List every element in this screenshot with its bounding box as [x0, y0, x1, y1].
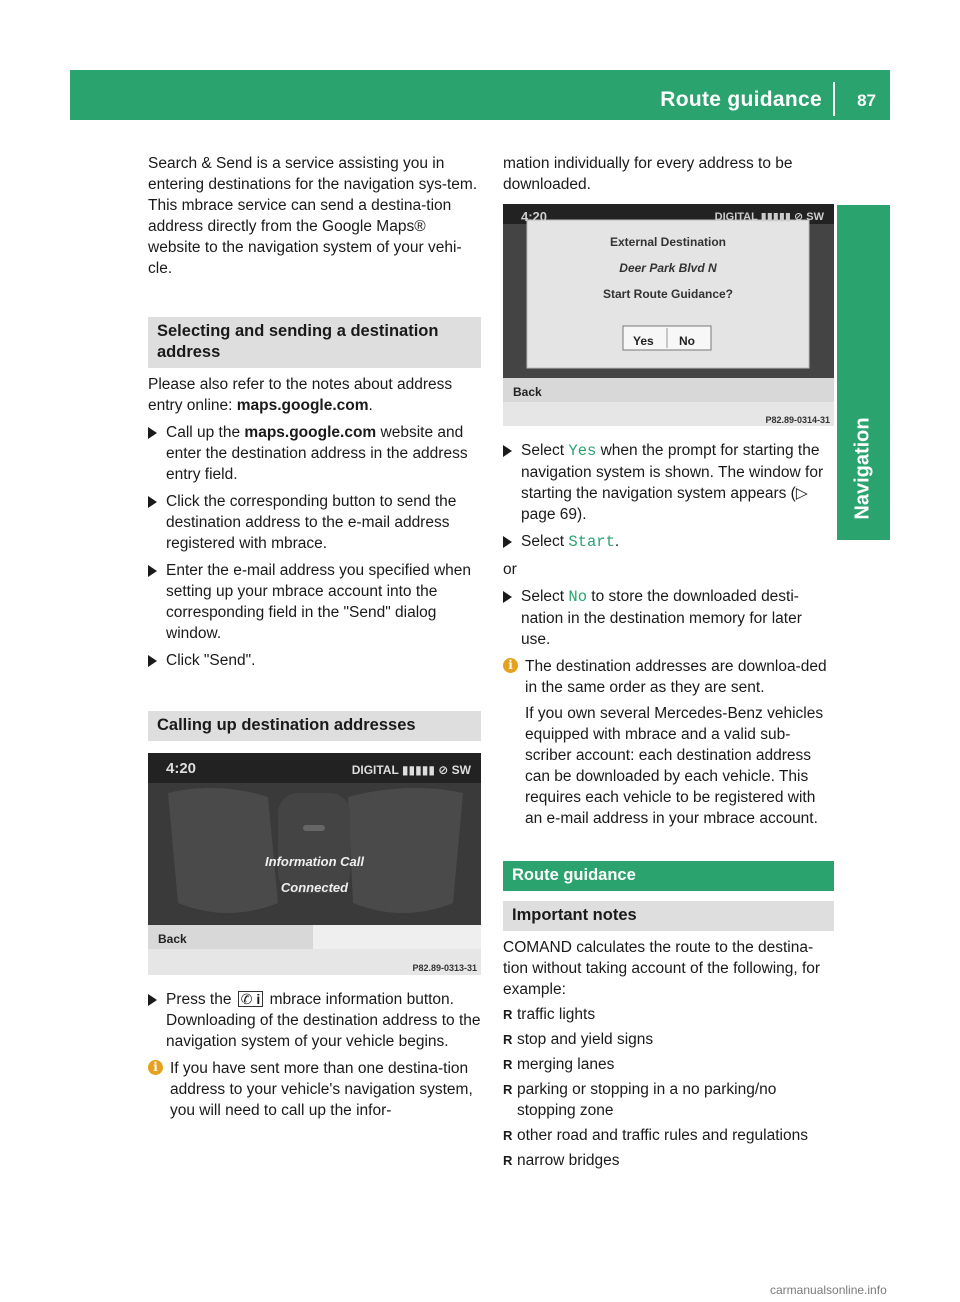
step-item: Select Start. [503, 531, 834, 553]
step-item: Click "Send". [148, 650, 481, 671]
step-item: Enter the e-mail address you specified when setting up your mbrace account into the corresponding field in the "Send" dialog window. [148, 560, 481, 644]
step-item: Call up the maps.google.com website and enter the destination address in the address entry field. [148, 422, 481, 485]
dialog-destination: Deer Park Blvd N [619, 261, 717, 275]
screen-code: P82.89-0314-31 [765, 415, 830, 425]
side-tab-label: Navigation [852, 417, 874, 520]
dialog-no-button: No [679, 334, 695, 348]
list-item: R traffic lights [503, 1006, 596, 1023]
screen-time: 4:20 [521, 209, 548, 224]
mbrace-info-icon: ✆ i [238, 991, 264, 1007]
screenshot-external-destination [503, 204, 834, 426]
highlight-start: Start [568, 533, 615, 551]
or-text: or [503, 561, 517, 578]
footer-site: carmanualsonline.info [770, 1283, 887, 1297]
dialog-title: External Destination [609, 235, 727, 249]
list-item: R other road and traffic rules and regulations [503, 1127, 808, 1144]
section-heading-important-notes: Important notes [503, 901, 834, 931]
info-icon: i [503, 658, 518, 673]
section-heading-selecting: Selecting and sending a destination address [148, 317, 481, 368]
right-column [503, 153, 834, 1171]
screen-time: 4:20 [166, 760, 197, 777]
list-item: R parking or stopping in a no parking/no stopping zone [503, 1081, 777, 1119]
list-item: R narrow bridges [503, 1152, 620, 1169]
side-tab-navigation [837, 205, 890, 540]
step-arrow-icon [148, 496, 157, 508]
dialog-yes-button: Yes [633, 334, 654, 348]
step-item: Press the ✆ i mbrace information button. Downloading of the destination address to the navigation system of your vehicle begins. [148, 989, 481, 1052]
list-item: R stop and yield signs [503, 1031, 654, 1048]
sec1-paragraph: Please also refer to the notes about address entry online: maps.google.com. [148, 376, 453, 414]
step-arrow-icon [148, 427, 157, 439]
step-arrow-icon [148, 655, 157, 667]
step-item: Select No to store the downloaded desti-nation in the destination memory for later use. [503, 586, 834, 650]
highlight-no: No [568, 588, 587, 606]
header-separator [833, 82, 835, 116]
screen-back-button: Back [513, 385, 542, 399]
step-item: Select Yes when the prompt for starting the navigation system is shown. The window for starting the navigation system appears (▷ page 69). [503, 440, 834, 525]
screen-status: DIGITAL ▮▮▮▮▮ ⊘ SW [351, 763, 471, 777]
step-arrow-icon [503, 536, 512, 548]
info-note: i If you have sent more than one destina-tion address to your vehicle's navigation system, you will need to call up the infor- [148, 1058, 481, 1121]
left-column [148, 153, 481, 1121]
step-arrow-icon [503, 591, 512, 603]
page-number: 87 [857, 91, 876, 110]
notes-paragraph: COMAND calculates the route to the destina-tion without taking account of the following, for example: [503, 939, 821, 998]
section-heading-calling-up: Calling up destination addresses [148, 711, 481, 741]
step-arrow-icon [148, 565, 157, 577]
step-item: Click the corresponding button to send the destination address to the e-mail address registered with mbrace. [148, 491, 481, 554]
step-arrow-icon [503, 445, 512, 457]
dialog-question: Start Route Guidance? [602, 287, 733, 301]
highlight-yes: Yes [568, 442, 597, 460]
screen-code: P82.89-0313-31 [412, 963, 477, 973]
continued-paragraph: mation individually for every address to be downloaded. [503, 155, 793, 193]
info-icon: i [148, 1060, 163, 1075]
screenshot-information-call [148, 753, 481, 975]
screen-line1: Information Call [265, 854, 364, 869]
screen-line2: Connected [280, 880, 349, 895]
screen-back-button: Back [158, 932, 187, 946]
header-bar [70, 70, 890, 120]
intro-paragraph: Search & Send is a service assisting you in entering destinations for the navigation sys-tem. This mbrace service can send a destina-tion address directly from the Google Maps® website to the navigation system of your vehi-cle. [148, 155, 478, 277]
list-item: R merging lanes [503, 1056, 615, 1073]
header-title: Route guidance [660, 88, 822, 111]
step-arrow-icon [148, 994, 157, 1006]
screen-status: DIGITAL ▮▮▮▮▮ ⊘ SW [714, 211, 824, 223]
info-note: i The destination addresses are downloa-ded in the same order as they are sent. If you own several Mercedes-Benz vehicles equipped with mbrace and a valid sub-scriber account: each destination address can be downloaded by each vehicle. This requires each vehicle to be registered with an e-mail address in your mbrace account. [503, 656, 834, 829]
section-heading-route-guidance: Route guidance [503, 861, 834, 891]
